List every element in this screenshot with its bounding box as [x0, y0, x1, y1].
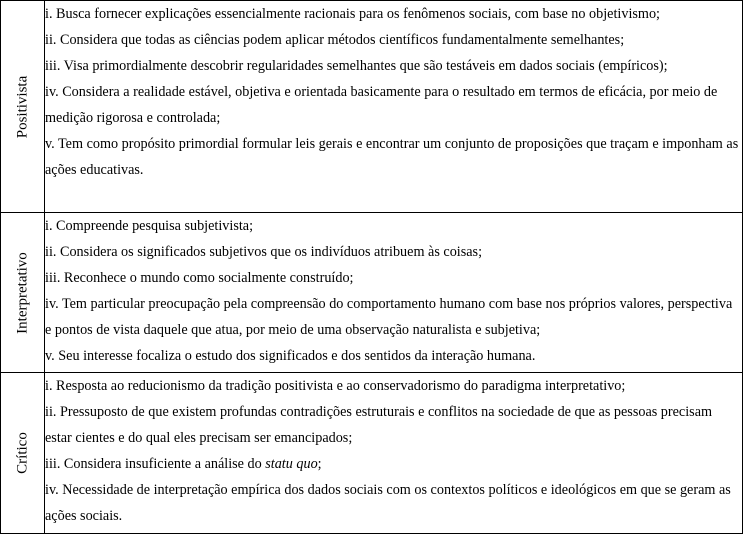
- table-row-critico: [1, 373, 743, 534]
- item-iii-italic: statu quo: [265, 456, 318, 472]
- list-item: iv. Tem particular preocupação pela compreensão do comportamento humano com base nos próprios valores, perspectiva e pontos de vista daquele que atua, por meio de uma observação naturalista e subjetiva;: [45, 296, 733, 338]
- list-item: v. Tem como propósito primordial formular leis gerais e encontrar um conjunto de proposições que traçam e imponham as ações educativas.: [45, 136, 739, 178]
- row-label-cell: [1, 373, 45, 534]
- row-label-cell: [1, 213, 45, 373]
- row-label-critico: Crítico: [14, 432, 30, 474]
- row-content-positivista: [45, 1, 743, 213]
- list-item: iii. Visa primordialmente descobrir regularidades semelhantes que são testáveis em dados sociais (empíricos);: [45, 58, 668, 74]
- list-item: iii. Reconhece o mundo como socialmente construído;: [45, 270, 354, 286]
- row-label-interpretativo: Interpretativo: [14, 251, 30, 334]
- list-item: ii. Considera os significados subjetivos que os indivíduos atribuem às coisas;: [45, 244, 483, 260]
- list-item: i. Compreende pesquisa subjetivista;: [45, 218, 254, 234]
- list-item: i. Busca fornecer explicações essencialmente racionais para os fenômenos sociais, com base no objetivismo;: [45, 6, 660, 22]
- list-item: iv. Necessidade de interpretação empírica dos dados sociais com os contextos políticos e ideológicos em que se geram as ações sociais.: [45, 482, 731, 524]
- list-item: ii. Pressuposto de que existem profundas contradições estruturais e conflitos na sociedade de que as pessoas precisam estar cientes e do qual eles precisam ser emancipados;: [45, 404, 713, 446]
- list-item-statu-quo: [45, 451, 742, 477]
- row-content-critico: [45, 373, 743, 534]
- list-item: iv. Considera a realidade estável, objetiva e orientada basicamente para o resultado em termos de eficácia, por meio de medição rigorosa e controlada;: [45, 84, 718, 126]
- table-row-positivista: [1, 1, 743, 213]
- item-iii-prefix: iii. Considera insuficiente a análise do: [45, 456, 266, 472]
- table-row-interpretativo: [1, 213, 743, 373]
- list-item: ii. Considera que todas as ciências podem aplicar métodos científicos fundamentalmente semelhantes;: [45, 32, 625, 48]
- row-label-positivista: Positivista: [14, 75, 30, 138]
- row-content-interpretativo: [45, 213, 743, 373]
- item-iii-suffix: ;: [317, 456, 322, 472]
- list-item: i. Resposta ao reducionismo da tradição positivista e ao conservadorismo do paradigma interpretativo;: [45, 378, 626, 394]
- list-item: v. Seu interesse focaliza o estudo dos significados e dos sentidos da interação humana.: [45, 348, 536, 364]
- row-label-cell: [1, 1, 45, 213]
